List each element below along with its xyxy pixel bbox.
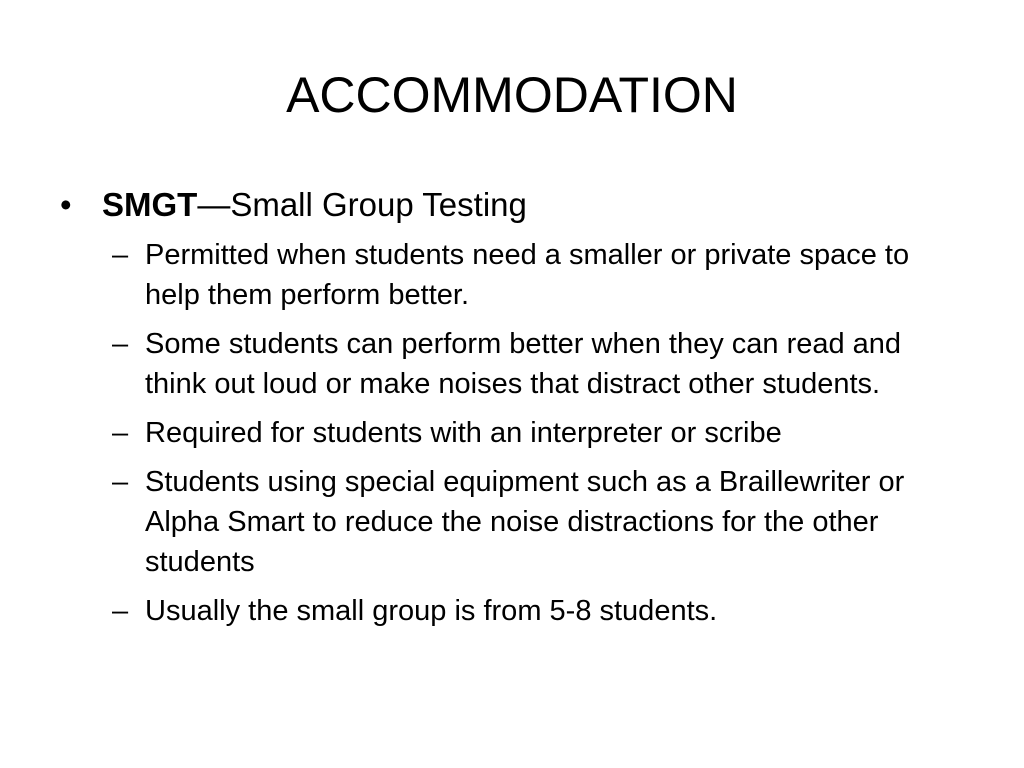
sub-bullet-item: [60, 591, 940, 631]
slide-body: [60, 182, 940, 631]
sub-bullet-marker: –: [112, 466, 129, 498]
bullet-dash: —: [197, 186, 231, 223]
sub-bullet-text: Required for students with an interpreter or scribe: [145, 417, 782, 449]
sub-bullet-text: Students using special equipment such as a Braillewriter or Alpha Smart to reduce the noise distractions for the other students: [145, 466, 905, 578]
bullet-marker: •: [60, 186, 72, 223]
sub-bullet-text: Some students can perform better when they can read and think out loud or make noises that distract other students.: [145, 328, 902, 400]
sub-bullet-text: Usually the small group is from 5-8 students.: [145, 595, 718, 627]
sub-bullet-marker: –: [112, 328, 129, 360]
sub-bullet-item: [60, 413, 940, 453]
slide-title: ACCOMMODATION: [286, 67, 738, 123]
sub-bullet-item: [60, 235, 940, 315]
sub-bullet-marker: –: [112, 595, 129, 627]
sub-bullet-text: Permitted when students need a smaller or private space to help them perform better.: [145, 239, 910, 311]
sub-bullet-marker: –: [112, 239, 129, 271]
sub-bullet-item: [60, 462, 940, 582]
bullet-text: Small Group Testing: [230, 186, 527, 223]
bullet-term: SMGT: [102, 186, 198, 223]
sub-bullet-list: [60, 235, 940, 631]
sub-bullet-item: [60, 324, 940, 404]
bullet-item: [60, 182, 940, 228]
sub-bullet-marker: –: [112, 417, 129, 449]
